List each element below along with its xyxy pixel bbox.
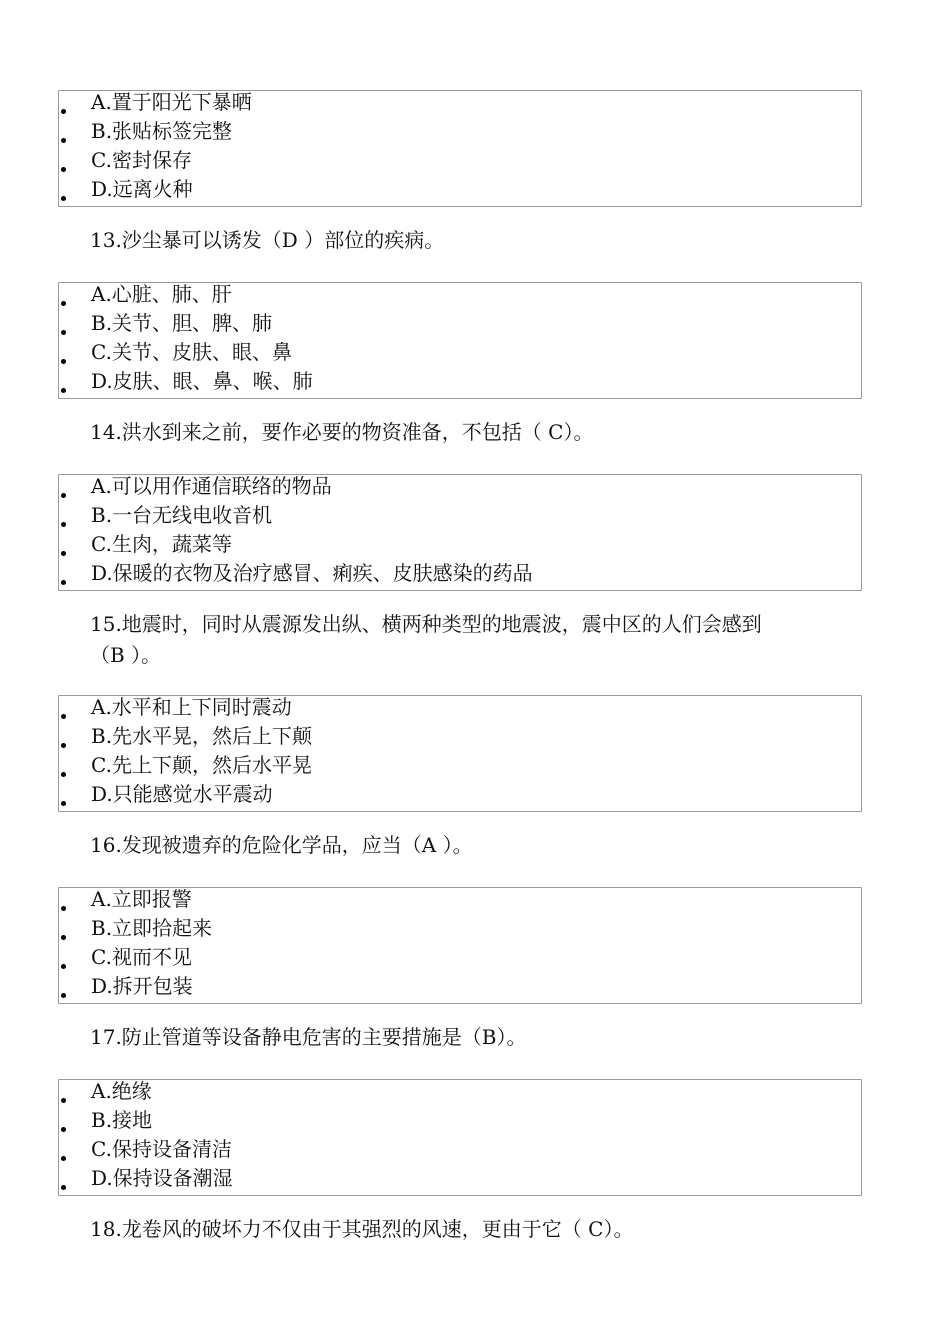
bullet-icon [61, 109, 66, 114]
options-list-q16 [58, 887, 862, 1004]
option-a[interactable] [59, 888, 839, 917]
option-label: C.密封保存 [91, 148, 192, 172]
option-label: B.接地 [91, 1108, 153, 1132]
option-label: C.生肉，蔬菜等 [91, 532, 232, 556]
options-list-q17 [58, 1079, 862, 1196]
bullet-icon [61, 493, 66, 498]
bullet-icon [61, 167, 66, 172]
question-15 [90, 609, 762, 671]
option-label: C.关节、皮肤、眼、鼻 [91, 340, 292, 364]
bullet-icon [61, 935, 66, 940]
bullet-icon [61, 301, 66, 306]
bullet-icon [61, 1127, 66, 1132]
option-d[interactable] [59, 370, 839, 399]
option-label: D.保暖的衣物及治疗感冒、痢疾、皮肤感染的药品 [91, 561, 533, 585]
option-label: B.关节、胆、脾、肺 [91, 311, 273, 335]
bullet-icon [61, 1185, 66, 1190]
bullet-icon [61, 993, 66, 998]
option-d[interactable] [59, 975, 839, 1004]
option-b[interactable] [59, 1109, 839, 1138]
option-label: A.水平和上下同时震动 [91, 695, 292, 719]
option-b[interactable] [59, 312, 839, 341]
bullet-icon [61, 1156, 66, 1161]
bullet-icon [61, 964, 66, 969]
option-c[interactable] [59, 533, 839, 562]
options-list-q15 [58, 695, 862, 812]
option-c[interactable] [59, 341, 839, 370]
option-label: B.张贴标签完整 [91, 119, 233, 143]
option-label: D.皮肤、眼、鼻、喉、肺 [91, 369, 313, 393]
option-c[interactable] [59, 1138, 839, 1167]
option-label: D.远离火种 [91, 177, 193, 201]
bullet-icon [61, 138, 66, 143]
option-label: D.拆开包装 [91, 974, 193, 998]
bullet-icon [61, 196, 66, 201]
option-b[interactable] [59, 120, 839, 149]
option-a[interactable] [59, 1080, 839, 1109]
option-label: B.一台无线电收音机 [91, 503, 273, 527]
question-13: 13.沙尘暴可以诱发（D ）部位的疾病。 [90, 228, 445, 252]
option-b[interactable] [59, 917, 839, 946]
bullet-icon [61, 1098, 66, 1103]
bullet-icon [61, 906, 66, 911]
option-d[interactable] [59, 1167, 839, 1196]
option-label: A.可以用作通信联络的物品 [91, 474, 332, 498]
bullet-icon [61, 772, 66, 777]
option-a[interactable] [59, 696, 839, 725]
option-c[interactable] [59, 946, 839, 975]
option-a[interactable] [59, 283, 839, 312]
option-label: C.视而不见 [91, 945, 192, 969]
option-a[interactable] [59, 91, 839, 120]
option-d[interactable] [59, 783, 839, 812]
option-d[interactable] [59, 562, 839, 591]
option-label: B.先水平晃，然后上下颠 [91, 724, 313, 748]
question-16: 16.发现被遗弃的危险化学品，应当（A ）。 [90, 833, 473, 857]
question-15-line-2: （B ）。 [90, 643, 162, 667]
option-label: D.保持设备潮湿 [91, 1166, 233, 1190]
bullet-icon [61, 522, 66, 527]
option-a[interactable] [59, 475, 839, 504]
option-label: A.绝缘 [91, 1079, 152, 1103]
option-label: A.立即报警 [91, 887, 192, 911]
options-list-q13 [58, 282, 862, 399]
question-15-line-1: 15.地震时，同时从震源发出纵、横两种类型的地震波，震中区的人们会感到 [90, 612, 762, 636]
question-18: 18.龙卷风的破坏力不仅由于其强烈的风速，更由于它（ C）。 [90, 1217, 634, 1241]
question-17: 17.防止管道等设备静电危害的主要措施是（B）。 [90, 1025, 527, 1049]
option-label: A.置于阳光下暴晒 [91, 90, 252, 114]
option-label: C.保持设备清洁 [91, 1137, 232, 1161]
bullet-icon [61, 743, 66, 748]
option-label: D.只能感觉水平震动 [91, 782, 273, 806]
option-label: C.先上下颠，然后水平晃 [91, 753, 312, 777]
option-b[interactable] [59, 725, 839, 754]
options-list-q12 [58, 90, 862, 207]
option-b[interactable] [59, 504, 839, 533]
options-list-q14 [58, 474, 862, 591]
bullet-icon [61, 359, 66, 364]
bullet-icon [61, 388, 66, 393]
option-c[interactable] [59, 149, 839, 178]
bullet-icon [61, 551, 66, 556]
option-label: B.立即拾起来 [91, 916, 213, 940]
option-d[interactable] [59, 178, 839, 207]
bullet-icon [61, 580, 66, 585]
question-14: 14.洪水到来之前，要作必要的物资准备，不包括（ C）。 [90, 420, 594, 444]
bullet-icon [61, 714, 66, 719]
option-label: A.心脏、肺、肝 [91, 282, 232, 306]
bullet-icon [61, 330, 66, 335]
option-c[interactable] [59, 754, 839, 783]
bullet-icon [61, 801, 66, 806]
